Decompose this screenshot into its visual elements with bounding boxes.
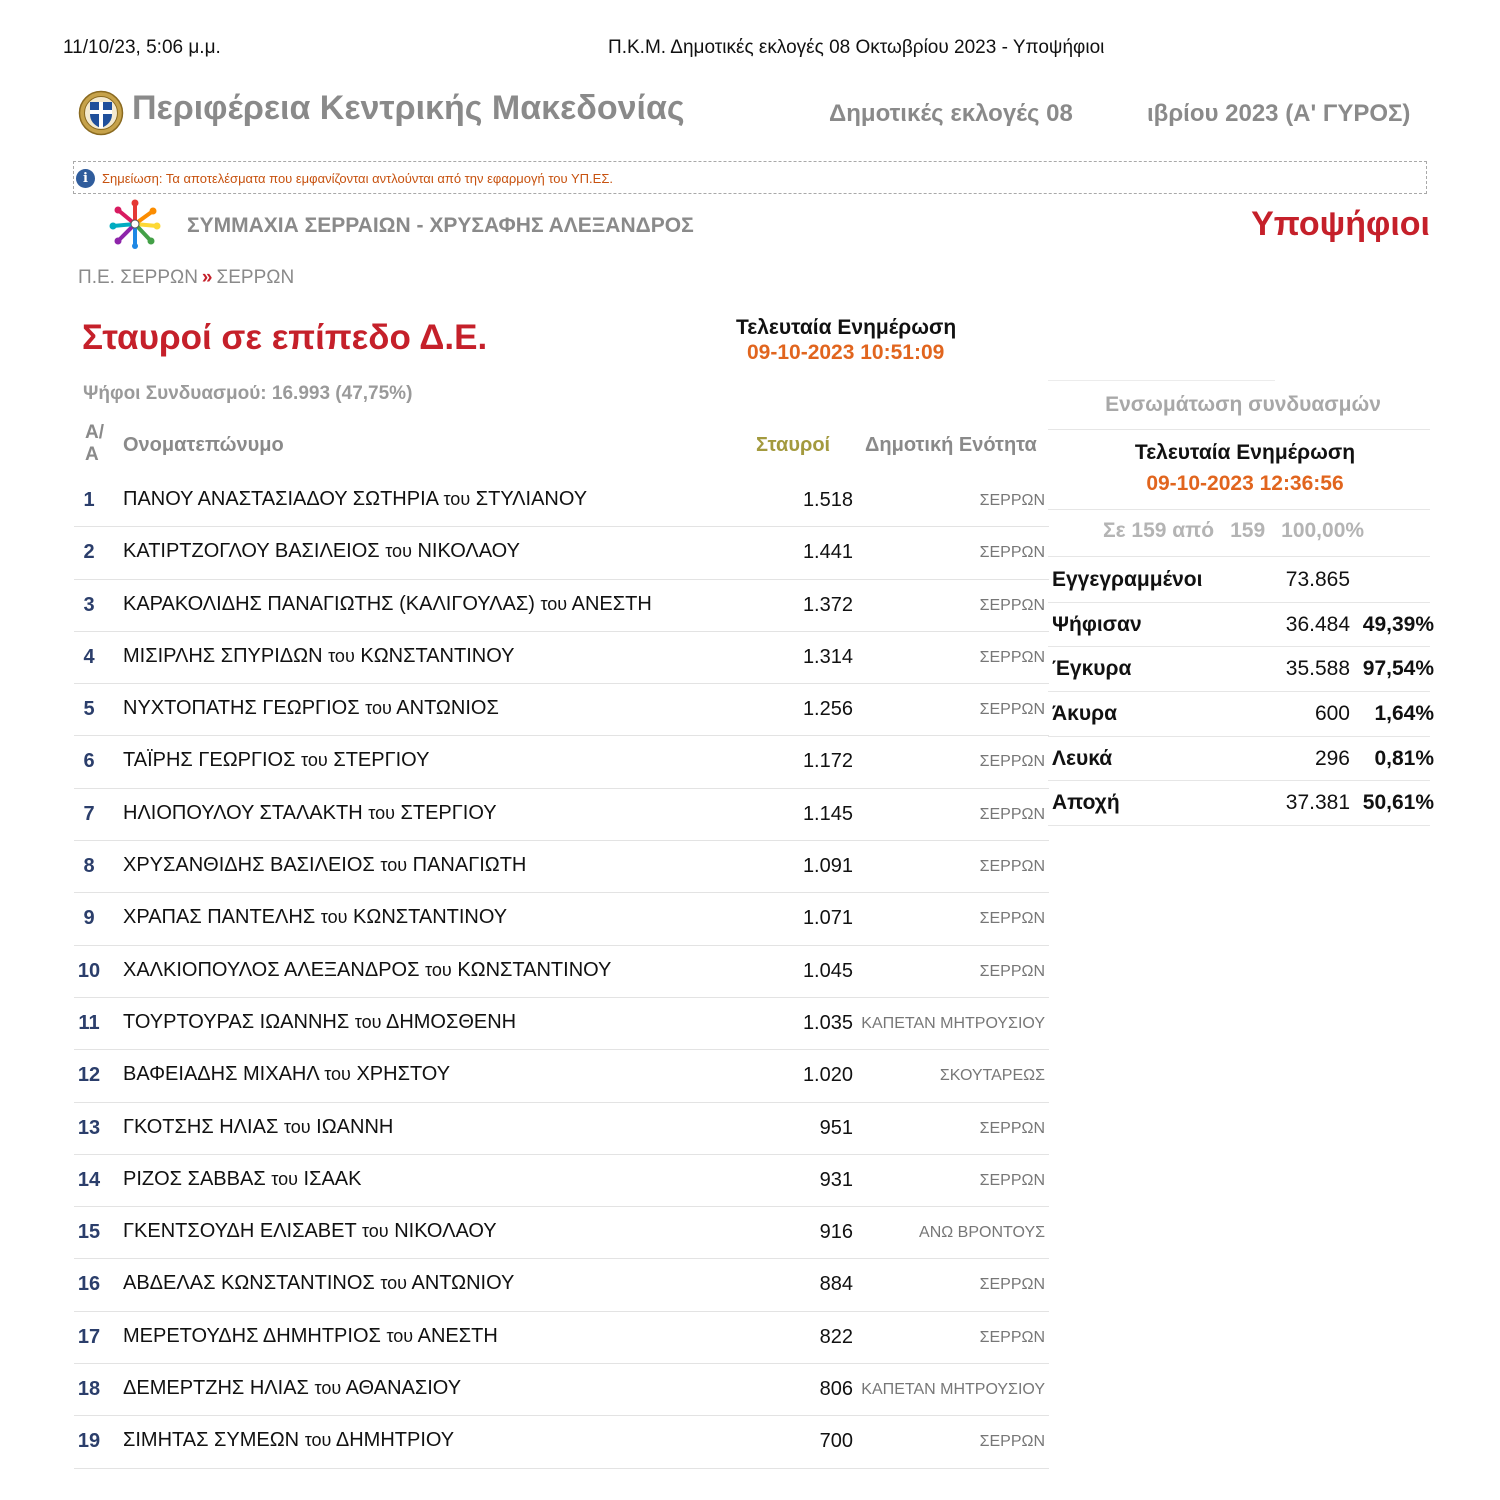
candidate-surname-name: ΤΑΪΡΗΣ ΓΕΩΡΓΙΟΣ: [123, 749, 296, 772]
candidate-crosses: 1.045: [802, 959, 853, 982]
patronymic-article: του: [361, 1221, 389, 1242]
table-row[interactable]: [74, 1416, 1049, 1468]
candidate-name[interactable]: [123, 1063, 450, 1086]
greek-state-emblem-icon[interactable]: [78, 90, 124, 136]
table-row[interactable]: [74, 1364, 1049, 1416]
candidate-name[interactable]: [123, 854, 526, 877]
progress-counted: Σε 159 από: [1103, 519, 1215, 542]
row-number: 14: [77, 1168, 101, 1191]
breadcrumb-separator: »: [201, 267, 213, 288]
candidate-name[interactable]: [123, 1429, 454, 1452]
candidate-municipal-unit: ΚΑΠΕΤΑΝ ΜΗΤΡΟΥΣΙΟΥ: [861, 1014, 1045, 1032]
candidate-municipal-unit: ΣΕΡΡΩΝ: [979, 753, 1045, 771]
father-name: ΚΩΝΣΤΑΝΤΙΝΟΥ: [457, 958, 612, 981]
candidate-name[interactable]: [123, 959, 611, 982]
notice-text: Σημείωση: Τα αποτελέσματα που εμφανίζονται αντλούνται από την εφαρμογή του ΥΠ.ΕΣ.: [102, 171, 613, 186]
stat-row: [1048, 647, 1434, 692]
breadcrumb-municipality[interactable]: ΣΕΡΡΩΝ: [216, 267, 295, 288]
table-row[interactable]: [74, 841, 1049, 893]
candidate-crosses: 1.372: [802, 593, 853, 616]
candidate-surname-name: ΒΑΦΕΙΑΔΗΣ ΜΙΧΑΗΛ: [123, 1063, 319, 1086]
section-title: Σταυροί σε επίπεδο Δ.Ε.: [82, 318, 488, 357]
father-name: ΣΤΕΡΓΙΟΥ: [400, 801, 497, 824]
patronymic-article: του: [365, 698, 392, 719]
candidate-surname-name: ΓΚΕΝΤΣΟΥΔΗ ΕΛΙΣΑΒΕΤ: [123, 1220, 357, 1243]
candidate-name[interactable]: [123, 1272, 514, 1295]
patronymic-article: του: [380, 855, 408, 876]
coalition-votes: Ψήφοι Συνδυασμού: 16.993 (47,75%): [83, 383, 413, 404]
candidate-municipal-unit: ΣΕΡΡΩΝ: [979, 492, 1045, 509]
father-name: ΑΝΕΣΤΗ: [417, 1324, 498, 1347]
candidate-crosses: 1.518: [802, 489, 853, 511]
print-datetime: 11/10/23, 5:06 μ.μ.: [63, 37, 221, 58]
stat-value: 73.865: [1285, 568, 1350, 591]
table-row[interactable]: [74, 1103, 1049, 1155]
party-name[interactable]: ΣΥΜΜΑΧΙΑ ΣΕΡΡΑΙΩΝ - ΧΡΥΣΑΦΗΣ ΑΛΕΞΑΝΔΡΟΣ: [187, 214, 694, 237]
row-number: 11: [78, 1011, 100, 1034]
stat-percent: 1,64%: [1374, 702, 1434, 726]
row-number: 5: [83, 698, 95, 721]
father-name: ΑΝΤΩΝΙΟΥ: [411, 1272, 515, 1295]
candidate-name[interactable]: [123, 749, 429, 772]
father-name: ΑΘΑΝΑΣΙΟΥ: [345, 1377, 462, 1400]
candidate-municipal-unit: ΣΕΡΡΩΝ: [979, 1276, 1045, 1294]
table-row[interactable]: [74, 580, 1049, 632]
row-number: 9: [83, 907, 95, 930]
stat-label: Λευκά: [1052, 746, 1113, 770]
table-row[interactable]: [74, 527, 1049, 579]
region-title[interactable]: Περιφέρεια Κεντρικής Μακεδονίας: [132, 89, 685, 127]
patronymic-article: του: [283, 1116, 311, 1137]
party-logo-icon: [107, 199, 164, 249]
father-name: ΧΡΗΣΤΟΥ: [356, 1063, 451, 1086]
candidate-municipal-unit: ΣΕΡΡΩΝ: [979, 648, 1045, 666]
table-row[interactable]: [74, 475, 1049, 527]
breadcrumb-regional-unit[interactable]: Π.Ε. ΣΕΡΡΩΝ: [78, 267, 198, 288]
row-number: 6: [83, 750, 95, 773]
row-number: 12: [77, 1064, 101, 1087]
table-row[interactable]: [74, 1312, 1049, 1364]
patronymic-article: του: [386, 1325, 414, 1346]
table-row[interactable]: [74, 1207, 1049, 1259]
table-row[interactable]: [74, 736, 1049, 788]
father-name: ΙΣΑΑΚ: [303, 1167, 362, 1190]
candidate-crosses: 931: [819, 1168, 853, 1191]
stat-value: 296: [1314, 746, 1350, 770]
candidate-surname-name: ΠΑΝΟΥ ΑΝΑΣΤΑΣΙΑΔΟΥ ΣΩΤΗΡΙΑ: [123, 488, 438, 510]
candidate-name[interactable]: [123, 1377, 461, 1400]
stat-value: 36.484: [1285, 612, 1350, 636]
table-row[interactable]: [74, 893, 1049, 945]
candidate-surname-name: ΤΟΥΡΤΟΥΡΑΣ ΙΩΑΝΝΗΣ: [123, 1010, 350, 1033]
candidate-crosses: 1.020: [802, 1064, 853, 1087]
stat-label: Έγκυρα: [1052, 657, 1132, 681]
patronymic-article: του: [380, 1273, 408, 1294]
sidebar-progress: [1103, 519, 1380, 543]
patronymic-article: του: [425, 959, 452, 980]
candidate-crosses: 1.314: [802, 645, 853, 668]
candidate-municipal-unit: ΣΕΡΡΩΝ: [979, 858, 1045, 876]
candidate-municipal-unit: ΣΕΡΡΩΝ: [979, 962, 1045, 980]
row-number: 8: [83, 855, 95, 878]
table-row[interactable]: [74, 998, 1049, 1050]
candidate-municipal-unit: ΣΕΡΡΩΝ: [979, 1171, 1045, 1189]
candidate-surname-name: ΓΚΟΤΣΗΣ ΗΛΙΑΣ: [123, 1115, 279, 1138]
stat-value: 600: [1314, 702, 1350, 726]
candidate-surname-name: ΣΙΜΗΤΑΣ ΣΥΜΕΩΝ: [123, 1429, 300, 1452]
father-name: ΣΤΕΡΓΙΟΥ: [333, 749, 430, 772]
candidate-crosses: 1.091: [802, 855, 853, 878]
column-header-aa-line1: Α/: [85, 422, 104, 443]
candidate-municipal-unit: ΣΕΡΡΩΝ: [979, 544, 1045, 562]
progress-percent: 100,00%: [1281, 519, 1365, 542]
candidate-surname-name: ΧΑΛΚΙΟΠΟΥΛΟΣ ΑΛΕΞΑΝΔΡΟΣ: [123, 958, 420, 981]
candidate-crosses: 1.256: [802, 698, 853, 721]
stat-label: Άκυρα: [1052, 702, 1117, 726]
candidates-heading: Υποψήφιοι: [1251, 205, 1430, 243]
candidate-surname-name: ΗΛΙΟΠΟΥΛΟΥ ΣΤΑΛΑΚΤΗ: [123, 801, 363, 824]
election-title: Δημοτικές εκλογές 08: [829, 100, 1073, 127]
candidate-surname-name: ΚΑΡΑΚΟΛΙΔΗΣ ΠΑΝΑΓΙΩΤΗΣ (ΚΑΛΙΓΟΥΛΑΣ): [123, 592, 535, 615]
last-update-time: 09-10-2023 10:51:09: [747, 341, 945, 364]
patronymic-article: του: [320, 907, 348, 928]
father-name: ΝΙΚΟΛΑΟΥ: [417, 540, 520, 563]
table-row[interactable]: [74, 632, 1049, 684]
father-name: ΚΩΝΣΤΑΝΤΙΝΟΥ: [353, 906, 508, 929]
column-header-municipal-unit[interactable]: Δημοτική Ενότητα: [865, 434, 1037, 456]
table-row[interactable]: [74, 789, 1049, 841]
candidate-name[interactable]: [123, 540, 520, 563]
candidate-name[interactable]: [123, 1168, 361, 1191]
candidates-table-body: [74, 475, 1049, 1469]
row-number: 19: [77, 1430, 101, 1453]
candidate-municipal-unit: ΣΚΟΥΤΑΡΕΩΣ: [939, 1067, 1045, 1085]
column-header-name[interactable]: Ονοματεπώνυμο: [123, 434, 284, 456]
candidate-crosses: 1.145: [802, 802, 853, 825]
stat-value: 35.588: [1285, 657, 1350, 681]
candidate-municipal-unit: ΣΕΡΡΩΝ: [979, 910, 1045, 928]
table-row[interactable]: [74, 1155, 1049, 1207]
table-row[interactable]: [74, 684, 1049, 736]
candidate-surname-name: ΑΒΔΕΛΑΣ ΚΩΝΣΤΑΝΤΙΝΟΣ: [123, 1272, 375, 1295]
candidate-surname-name: ΚΑΤΙΡΤΖΟΓΛΟΥ ΒΑΣΙΛΕΙΟΣ: [123, 540, 380, 563]
stat-label: Αποχή: [1052, 791, 1120, 815]
print-document-title: Π.Κ.Μ. Δημοτικές εκλογές 08 Οκτωβρίου 2023 - Υποψήφιοι: [608, 37, 1105, 58]
candidate-crosses: 916: [819, 1221, 853, 1244]
candidate-name[interactable]: [123, 1011, 516, 1034]
patronymic-article: του: [324, 1064, 351, 1085]
stat-percent: 49,39%: [1362, 612, 1434, 636]
candidate-name[interactable]: [123, 645, 514, 668]
header-gap: [1090, 92, 1120, 167]
stat-row: [1048, 737, 1434, 782]
candidate-crosses: 884: [819, 1273, 853, 1296]
father-name: ΣΤΥΛΙΑΝΟΥ: [475, 488, 588, 510]
candidate-name[interactable]: [123, 802, 497, 825]
column-header-aa-line2: Α: [85, 444, 99, 465]
candidate-crosses: 1.071: [802, 907, 853, 930]
patronymic-article: του: [443, 489, 471, 509]
stat-value: 37.381: [1285, 791, 1350, 815]
candidate-surname-name: ΧΡΑΠΑΣ ΠΑΝΤΕΛΗΣ: [123, 906, 316, 929]
stat-row: [1048, 781, 1434, 826]
candidate-surname-name: ΜΙΣΙΡΛΗΣ ΣΠΥΡΙΔΩΝ: [123, 644, 323, 667]
candidate-crosses: 1.035: [802, 1011, 853, 1034]
sidebar-last-update-label: Τελευταία Ενημέρωση: [1134, 441, 1356, 464]
candidate-municipal-unit: ΣΕΡΡΩΝ: [979, 1119, 1045, 1137]
row-number: 3: [83, 593, 95, 616]
sidebar-top-divider: [1048, 380, 1275, 381]
stat-percent: 0,81%: [1374, 746, 1434, 770]
father-name: ΚΩΝΣΤΑΝΤΙΝΟΥ: [360, 644, 515, 667]
row-number: 10: [77, 959, 101, 982]
candidate-crosses: 1.172: [802, 750, 853, 773]
patronymic-article: του: [540, 593, 568, 614]
stat-label: Ψήφισαν: [1052, 612, 1142, 636]
father-name: ΑΝΤΩΝΙΟΣ: [396, 697, 499, 720]
candidate-name[interactable]: [123, 906, 507, 929]
candidate-surname-name: ΜΕΡΕΤΟΥΔΗΣ ΔΗΜΗΤΡΙΟΣ: [123, 1324, 381, 1347]
stat-row: [1048, 692, 1434, 737]
candidate-name[interactable]: [123, 697, 499, 720]
candidate-municipal-unit: ΑΝΩ ΒΡΟΝΤΟΥΣ: [919, 1224, 1045, 1242]
candidate-municipal-unit: ΣΕΡΡΩΝ: [979, 1328, 1045, 1346]
father-name: ΔΗΜΗΤΡΙΟΥ: [335, 1429, 455, 1452]
patronymic-article: του: [304, 1430, 332, 1451]
row-number: 13: [77, 1116, 101, 1139]
father-name: ΑΝΕΣΤΗ: [571, 592, 652, 615]
row-number: 16: [77, 1273, 101, 1296]
candidate-name[interactable]: [123, 1116, 393, 1139]
candidate-crosses: 822: [819, 1325, 853, 1348]
candidate-municipal-unit: ΚΑΠΕΤΑΝ ΜΗΤΡΟΥΣΙΟΥ: [861, 1381, 1045, 1399]
father-name: ΙΩΑΝΝΗ: [316, 1115, 394, 1138]
candidate-crosses: 951: [819, 1116, 853, 1139]
row-number: 7: [83, 802, 95, 825]
candidate-name[interactable]: [123, 1220, 497, 1243]
father-name: ΠΑΝΑΓΙΩΤΗ: [412, 854, 527, 877]
column-header-crosses[interactable]: Σταυροί: [756, 434, 831, 456]
info-icon: i: [76, 169, 95, 188]
table-row[interactable]: [74, 946, 1049, 998]
father-name: ΝΙΚΟΛΑΟΥ: [394, 1220, 497, 1243]
father-name: ΔΗΜΟΣΘΕΝΗ: [385, 1010, 517, 1033]
candidate-surname-name: ΧΡΥΣΑΝΘΙΔΗΣ ΒΑΣΙΛΕΙΟΣ: [123, 854, 375, 877]
sidebar-title: Ενσωμάτωση συνδυασμών: [1105, 393, 1381, 416]
stat-percent: 50,61%: [1362, 791, 1434, 815]
stat-row: [1048, 558, 1430, 603]
candidate-municipal-unit: ΣΕΡΡΩΝ: [979, 596, 1045, 614]
candidate-surname-name: ΔΕΜΕΡΤΖΗΣ ΗΛΙΑΣ: [123, 1377, 309, 1400]
patronymic-article: του: [328, 645, 355, 666]
last-update-label: Τελευταία Ενημέρωση: [736, 316, 957, 339]
candidate-name[interactable]: [123, 593, 652, 616]
table-row[interactable]: [74, 1050, 1049, 1102]
column-header-aa[interactable]: [85, 422, 104, 466]
candidate-crosses: 806: [819, 1378, 853, 1401]
sidebar-divider: [1048, 429, 1430, 430]
row-number: 17: [77, 1325, 101, 1348]
stat-percent: 97,54%: [1362, 657, 1434, 681]
patronymic-article: του: [354, 1011, 382, 1032]
patronymic-article: του: [314, 1378, 342, 1399]
candidate-municipal-unit: ΣΕΡΡΩΝ: [979, 805, 1045, 823]
sidebar-divider: [1048, 509, 1430, 510]
sidebar-last-update-time: 09-10-2023 12:36:56: [1146, 472, 1344, 495]
candidate-municipal-unit: ΣΕΡΡΩΝ: [979, 1433, 1045, 1451]
row-number: 18: [77, 1378, 101, 1401]
candidate-surname-name: ΝΥΧΤΟΠΑΤΗΣ ΓΕΩΡΓΙΟΣ: [123, 697, 360, 720]
candidate-municipal-unit: ΣΕΡΡΩΝ: [979, 701, 1045, 719]
stat-row: [1048, 603, 1434, 648]
candidate-crosses: 1.441: [802, 541, 853, 564]
row-number: 4: [83, 645, 95, 668]
row-number: 15: [77, 1221, 101, 1244]
patronymic-article: του: [271, 1168, 298, 1189]
breadcrumb: [78, 267, 294, 289]
sidebar-divider: [1048, 556, 1430, 557]
stat-label: Εγγεγραμμένοι: [1052, 568, 1203, 591]
candidate-surname-name: ΡΙΖΟΣ ΣΑΒΒΑΣ: [123, 1167, 266, 1190]
election-title-continuation: ιβρίου 2023 (Α' ΓΥΡΟΣ): [1147, 100, 1411, 127]
table-row[interactable]: [74, 1259, 1049, 1311]
progress-total: 159: [1230, 519, 1266, 542]
patronymic-article: του: [368, 802, 395, 823]
row-number: 2: [83, 541, 95, 564]
candidate-name[interactable]: [123, 1325, 498, 1348]
row-number: 1: [83, 489, 95, 511]
candidate-crosses: 700: [819, 1430, 853, 1453]
patronymic-article: του: [301, 750, 328, 771]
candidate-name[interactable]: [123, 488, 587, 511]
patronymic-article: του: [385, 541, 412, 562]
sidebar-stats: [1048, 558, 1434, 826]
